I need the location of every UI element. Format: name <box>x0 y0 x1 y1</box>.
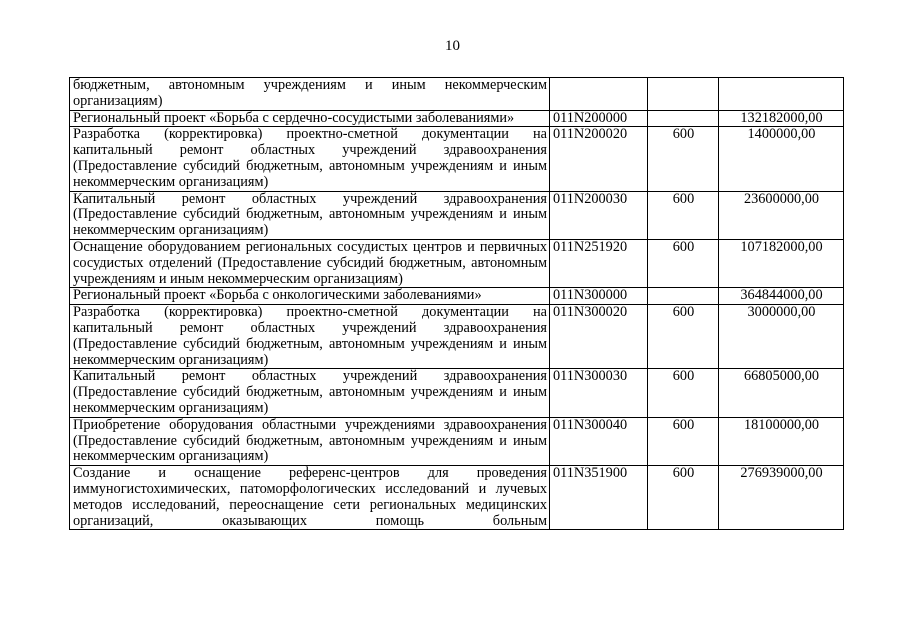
row-expense-type <box>648 288 719 305</box>
row-expense-type <box>648 78 719 111</box>
row-amount: 18100000,00 <box>719 417 844 465</box>
row-amount: 66805000,00 <box>719 369 844 417</box>
table-row <box>70 191 844 239</box>
row-name: Разработка (корректировка) проектно-сметной документации на капитальный ремонт областных учреждений здравоохранения (Предоставление субсидий бюджетным, автономным учреждениям и иным некоммерческим организациям) <box>70 127 550 191</box>
row-expense-type: 600 <box>648 305 719 369</box>
row-expense-type <box>648 110 719 127</box>
row-code <box>550 78 648 111</box>
row-name: Разработка (корректировка) проектно-сметной документации на капитальный ремонт областных учреждений здравоохранения (Предоставление субсидий бюджетным, автономным учреждениям и иным некоммерческим организациям) <box>70 305 550 369</box>
row-code: 011N300000 <box>550 288 648 305</box>
row-name: Оснащение оборудованием региональных сосудистых центров и первичных сосудистых отделений (Предоставление субсидий бюджетным, автономным учреждениям и иным некоммерческим организациям) <box>70 239 550 287</box>
table-row <box>70 369 844 417</box>
row-expense-type: 600 <box>648 466 719 530</box>
row-code: 011N200000 <box>550 110 648 127</box>
row-code: 011N351900 <box>550 466 648 530</box>
table-row <box>70 110 844 127</box>
table-row <box>70 305 844 369</box>
row-code: 011N300020 <box>550 305 648 369</box>
row-name: Региональный проект «Борьба с сердечно-сосудистыми заболеваниями» <box>70 110 550 127</box>
row-expense-type: 600 <box>648 127 719 191</box>
row-code: 011N300040 <box>550 417 648 465</box>
row-code: 011N200030 <box>550 191 648 239</box>
row-name: Капитальный ремонт областных учреждений здравоохранения (Предоставление субсидий бюджетным, автономным учреждениям и иным некоммерческим организациям) <box>70 369 550 417</box>
row-code: 011N300030 <box>550 369 648 417</box>
row-amount: 364844000,00 <box>719 288 844 305</box>
row-expense-type: 600 <box>648 417 719 465</box>
table-row <box>70 417 844 465</box>
row-name: Капитальный ремонт областных учреждений здравоохранения (Предоставление субсидий бюджетным, автономным учреждениям и иным некоммерческим организациям) <box>70 191 550 239</box>
row-amount: 107182000,00 <box>719 239 844 287</box>
table-row <box>70 239 844 287</box>
page-number: 10 <box>445 38 460 54</box>
row-expense-type: 600 <box>648 239 719 287</box>
row-amount: 276939000,00 <box>719 466 844 530</box>
table-row <box>70 78 844 111</box>
row-expense-type: 600 <box>648 191 719 239</box>
budget-table <box>69 77 844 530</box>
row-name: Создание и оснащение референс-центров для проведения иммуногистохимических, патоморфологических исследований и лучевых методов исследований, переоснащение сети региональных медицинских организаций, оказывающих помощь больным <box>70 466 550 530</box>
row-code: 011N251920 <box>550 239 648 287</box>
row-name: Региональный проект «Борьба с онкологическими заболеваниями» <box>70 288 550 305</box>
row-amount: 1400000,00 <box>719 127 844 191</box>
table-row <box>70 466 844 530</box>
row-code: 011N200020 <box>550 127 648 191</box>
row-expense-type: 600 <box>648 369 719 417</box>
row-amount: 3000000,00 <box>719 305 844 369</box>
table-row <box>70 288 844 305</box>
row-name: бюджетным, автономным учреждениям и иным некоммерческим организациям) <box>70 78 550 111</box>
row-amount: 23600000,00 <box>719 191 844 239</box>
table-row <box>70 127 844 191</box>
row-amount: 132182000,00 <box>719 110 844 127</box>
row-amount <box>719 78 844 111</box>
row-name: Приобретение оборудования областными учреждениями здравоохранения (Предоставление субсидий бюджетным, автономным учреждениям и иным некоммерческим организациям) <box>70 417 550 465</box>
